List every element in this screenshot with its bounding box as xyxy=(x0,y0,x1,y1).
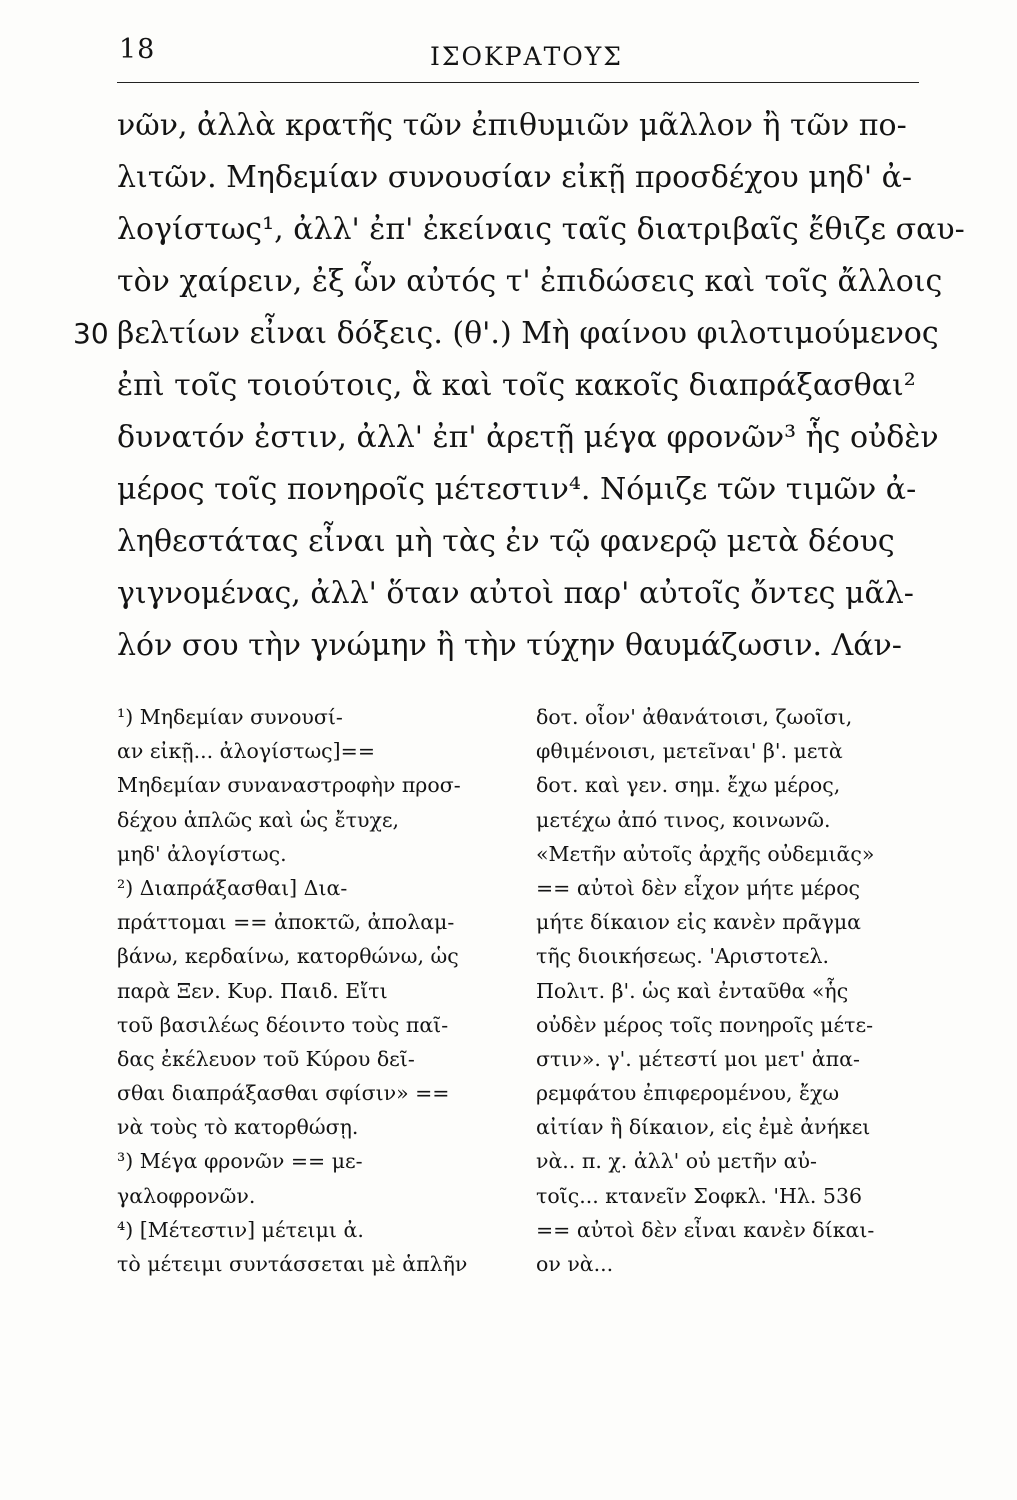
main-text-line: γιγνομένας, ἀλλ' ὅταν αὐτοὶ παρ' αὐτοῖς ὄντες μᾶλ- xyxy=(117,576,914,611)
main-text xyxy=(73,100,965,672)
footnote-line: == αὐτοὶ δὲν εἶναι κανὲν δίκαι- xyxy=(536,1217,875,1242)
footnote-line: τοῖς... κτανεῖν Σοφκλ. 'Ηλ. 536 xyxy=(536,1183,863,1208)
main-text-line: λόν σου τὴν γνώμην ἢ τὴν τύχην θαυμάζωσιν. Λάν- xyxy=(117,628,902,663)
footnote-line: αἰτίαν ἢ δίκαιον, εἰς ἐμὲ ἀνήκει xyxy=(536,1115,871,1140)
footnote-line: φθιμένοισι, μετεῖναι' β'. μετὰ xyxy=(536,739,843,764)
footnote-line: τοῦ βασιλέως δέοιντο τοὺς παῖ- xyxy=(117,1012,449,1037)
footnote-line: τῆς διοικήσεως. 'Αριστοτελ. xyxy=(536,944,829,969)
footnote-line: ²) Διαπράξασθαι] Δια- xyxy=(117,875,348,900)
main-text-line: ἐπὶ τοῖς τοιούτοις, ἃ καὶ τοῖς κακοῖς διαπράξασθαι² xyxy=(117,368,916,403)
running-title: ΙΣΟΚΡΑΤΟΥΣ xyxy=(430,42,623,71)
footnote-line: ον νὰ... xyxy=(536,1252,614,1276)
main-text-line: λογίστως¹, ἀλλ' ἐπ' ἐκείναις ταῖς διατριβαῖς ἔθιζε σαυ- xyxy=(117,212,965,247)
footnote-line: ρεμφάτου ἐπιφερομένου, ἔχω xyxy=(536,1081,840,1106)
footnote-line: πράττομαι == ἀποκτῶ, ἀπολαμ- xyxy=(117,910,455,935)
main-text-line: τὸν χαίρειν, ἐξ ὧν αὐτός τ' ἐπιδώσεις καὶ τοῖς ἄλλοις xyxy=(117,264,943,299)
main-text-line: νῶν, ἀλλὰ κρατῆς τῶν ἐπιθυμιῶν μᾶλλον ἢ τῶν πο- xyxy=(117,108,907,143)
footnote-line: μετέχω ἀπό τινος, κοινωνῶ. xyxy=(536,807,831,832)
footnote-line: == αὐτοὶ δὲν εἶχον μήτε μέρος xyxy=(536,875,861,900)
footnote-line: παρὰ Ξεν. Κυρ. Παιδ. Εἴτι xyxy=(117,978,388,1003)
footnote-line: βάνω, κερδαίνω, κατορθώνω, ὡς xyxy=(117,944,459,969)
footnote-line: ⁴) [Μέτεστιν] μέτειμι ἀ. xyxy=(117,1217,364,1242)
main-text-line: ληθεστάτας εἶναι μὴ τὰς ἐν τῷ φανερῷ μετὰ δέους xyxy=(117,524,895,559)
footnote-line: σθαι διαπράξασθαι σφίσιν» == xyxy=(117,1081,450,1106)
footnote-line: Πολιτ. β'. ὡς καὶ ἐνταῦθα «ἧς xyxy=(536,978,849,1003)
footnote-line: νὰ.. π. χ. ἀλλ' οὐ μετῆν αὐ- xyxy=(536,1149,817,1174)
page-number: 18 xyxy=(119,34,156,65)
footnote-line: μήτε δίκαιον εἰς κανὲν πρᾶγμα xyxy=(536,910,862,935)
main-text-line: δυνατόν ἐστιν, ἀλλ' ἐπ' ἀρετῇ μέγα φρονῶν³ ἧς οὐδὲν xyxy=(117,420,939,455)
footnote-line: Μηδεμίαν συναναστροφὴν προσ- xyxy=(117,773,461,798)
header-rule xyxy=(117,82,919,83)
footnote-line: ¹) Μηδεμίαν συνουσί- xyxy=(117,705,343,729)
footnote-line: «Μετῆν αὐτοῖς ἀρχῆς οὐδεμιᾶς» xyxy=(536,841,875,866)
footnote-line: γαλοφρονῶν. xyxy=(117,1183,256,1208)
footnote-line: αν εἰκῇ... ἀλογίστως]== xyxy=(117,739,375,764)
footnote-line: ³) Μέγα φρονῶν == με- xyxy=(117,1149,363,1174)
footnote-line: νὰ τοὺς τὸ κατορθώσῃ. xyxy=(117,1115,359,1140)
footnote-line: οὐδὲν μέρος τοῖς πονηροῖς μέτε- xyxy=(536,1012,873,1037)
footnote-line: δέχου ἁπλῶς καὶ ὡς ἔτυχε, xyxy=(117,807,400,832)
main-text-line: 30 βελτίων εἶναι δόξεις. (θ'.) Μὴ φαίνου φιλοτιμούμενος xyxy=(117,308,937,360)
line-number: 30 xyxy=(73,317,109,350)
main-text-line: λιτῶν. Μηδεμίαν συνουσίαν εἰκῇ προσδέχου μηδ' ἀ- xyxy=(117,160,913,195)
footnote-line: δοτ. καὶ γεν. σημ. ἔχω μέρος, xyxy=(536,773,841,798)
footnote-line: δοτ. οἷον' ἀθανάτοισι, ζωοῖσι, xyxy=(536,705,853,729)
footnote-line: μηδ' ἀλογίστως. xyxy=(117,841,287,866)
footnotes-left-column xyxy=(117,700,512,1281)
footnote-line: τὸ μέτειμι συντάσσεται μὲ ἁπλῆν xyxy=(117,1252,468,1276)
footnote-line: στιν». γ'. μέτεστί μοι μετ' ἀπα- xyxy=(536,1046,860,1071)
footnote-line: δας ἐκέλευον τοῦ Κύρου δεῖ- xyxy=(117,1046,415,1071)
footnotes-right-column xyxy=(536,700,936,1281)
main-text-line: μέρος τοῖς πονηροῖς μέτεστιν⁴. Νόμιζε τῶν τιμῶν ἀ- xyxy=(117,472,917,507)
